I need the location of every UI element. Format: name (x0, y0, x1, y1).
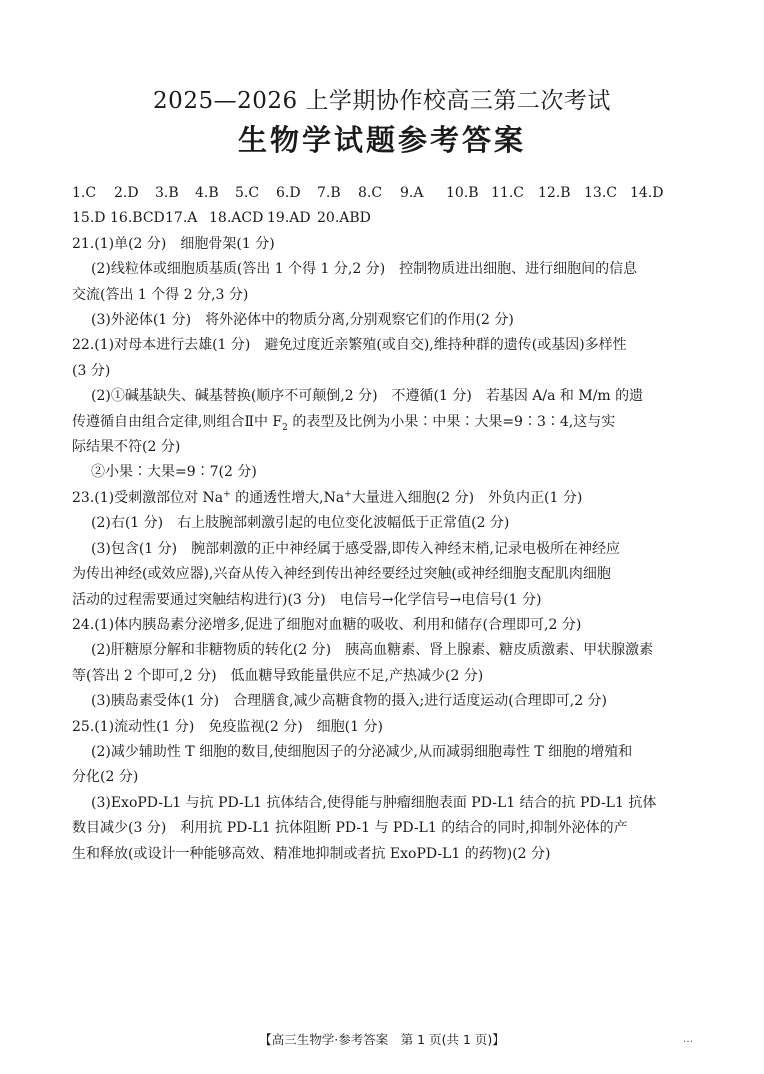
q22-part2-line3: 际结果不符(2 分) (72, 439, 181, 456)
choice-answer: 12.B (538, 185, 571, 201)
q21-part1: 21.(1)单(2 分) 细胞骨架(1 分) (72, 235, 275, 252)
choice-answer: 8.C (358, 185, 383, 201)
q22-p2b-sub: 2 (282, 422, 288, 433)
page-footer: 【高三生物学·参考答案 第 1 页(共 1 页)】 (259, 1032, 505, 1047)
q25-part3-line3: 生和释放(或设计一种能够高效、精准地抑制或者抗 ExoPD-L1 的药物)(2 分) (72, 845, 551, 862)
q24-part1: 24.(1)体内胰岛素分泌增多,促进了细胞对血糖的吸收、利用和储存(合理即可,2 分) (72, 616, 582, 633)
choice-answer: 15.D (72, 210, 106, 227)
q23-part3-line1: (3)包含(1 分) 腕部刺激的正中神经属于感受器,即传入神经末梢,记录电极所在神经应 (91, 540, 621, 557)
footer-mark: … (683, 1034, 693, 1045)
answers-body (72, 181, 700, 867)
q23-part3-line2: 为传出神经(或效应器),兴奋从传入神经到传出神经要经过突触(或神经细胞支配肌肉细胞 (72, 566, 611, 583)
choice-answers-row-1 (72, 181, 700, 206)
document-subtitle: 生物学试题参考答案 (237, 123, 526, 157)
q25-part3-line1: (3)ExoPD-L1 与抗 PD-L1 抗体结合,使得能与肿瘤细胞表面 PD-L1 结合的抗 PD-L1 抗体 (91, 794, 657, 811)
q23-p1-sup: + (223, 489, 231, 500)
choice-answer: 17.A (165, 210, 198, 227)
q22-part2-line2 (72, 410, 700, 435)
choice-answer: 10.B (446, 185, 479, 201)
choice-answer: 6.D (276, 185, 301, 201)
choice-answer: 18.ACD (209, 210, 264, 227)
choice-answer: 3.B (155, 185, 179, 201)
choice-answer: 14.D (630, 185, 664, 201)
choice-answer: 20.ABD (317, 210, 371, 227)
q24-part2-line1: (2)肝糖原分解和非糖物质的转化(2 分) 胰高血糖素、肾上腺素、糖皮质激素、甲状腺激素 (91, 642, 654, 659)
q21-part3: (3)外泌体(1 分) 将外泌体中的物质分离,分别观察它们的作用(2 分) (91, 312, 514, 329)
choice-answer: 1.C (72, 185, 97, 201)
q25-part1: 25.(1)流动性(1 分) 免疫监视(2 分) 细胞(1 分) (72, 718, 383, 735)
q22-part2-line1: (2)①碱基缺失、碱基替换(顺序不可颠倒,2 分) 不遵循(1 分) 若基因 A/a 和 M/m 的遗 (91, 388, 644, 405)
q22-part1-line2: (3 分) (72, 362, 111, 379)
choice-answer: 19.AD (267, 210, 311, 227)
choice-answer: 5.C (235, 185, 260, 201)
q21-part2-line1: (2)线粒体或细胞质基质(答出 1 个得 1 分,2 分) 控制物质进出细胞、进行细胞间的信息 (91, 261, 638, 278)
q22-p2b-pre: 传遵循自由组合定律,则组合Ⅱ中 F (72, 413, 283, 430)
q23-part3-line3: 活动的过程需要通过突触结构进行)(3 分) 电信号→化学信号→电信号(1 分) (72, 591, 542, 608)
q22-p2b-post: 的表型及比例为小果∶中果∶大果=9∶3∶4,这与实 (287, 413, 616, 430)
choice-answer: 4.B (195, 185, 219, 201)
q21-part2-line2: 交流(答出 1 个得 2 分,3 分) (72, 286, 249, 303)
q23-p1-post: 大量进入细胞(2 分) 外负内正(1 分) (351, 489, 583, 506)
choice-answer: 16.BCD (110, 210, 165, 227)
q24-part3: (3)胰岛素受体(1 分) 合理膳食,减少高糖食物的摄入;进行适度运动(合理即可,2 分) (91, 693, 608, 710)
choice-answer: 9.A (400, 185, 424, 201)
q23-part2: (2)右(1 分) 右上肢腕部刺激引起的电位变化波幅低于正常值(2 分) (91, 515, 510, 532)
q25-part2-line2: 分化(2 分) (72, 769, 139, 786)
q24-part2-line2: 等(答出 2 个即可,2 分) 低血糖导致能量供应不足,产热减少(2 分) (72, 667, 484, 684)
q23-part1 (72, 486, 700, 511)
choice-answer: 11.C (491, 185, 524, 201)
choice-answer: 7.B (317, 185, 341, 201)
q22-part1-line1: 22.(1)对母本进行去雄(1 分) 避免过度近亲繁殖(或自交),维持种群的遗传(或基因)多样性 (72, 337, 627, 354)
q23-p1-mid: 的通透性增大,Na (230, 489, 345, 506)
choice-answer: 2.D (114, 185, 139, 201)
q22-part2-line4: ②小果∶大果=9∶7(2 分) (91, 464, 257, 481)
q23-p1-sup2: + (344, 489, 352, 500)
q23-p1-pre: 23.(1)受刺激部位对 Na (72, 489, 224, 506)
q25-part3-line2: 数目减少(3 分) 利用抗 PD-L1 抗体阻断 PD-1 与 PD-L1 的结合的同时,抑制外泌体的产 (72, 820, 628, 837)
choice-answers-row-2 (72, 206, 700, 231)
exam-title: 2025—2026 上学期协作校高三第二次考试 (153, 88, 611, 114)
choice-answer: 13.C (584, 185, 617, 201)
q25-part2-line1: (2)减少辅助性 T 细胞的数目,使细胞因子的分泌减少,从而减弱细胞毒性 T 细胞的增殖和 (91, 743, 633, 760)
